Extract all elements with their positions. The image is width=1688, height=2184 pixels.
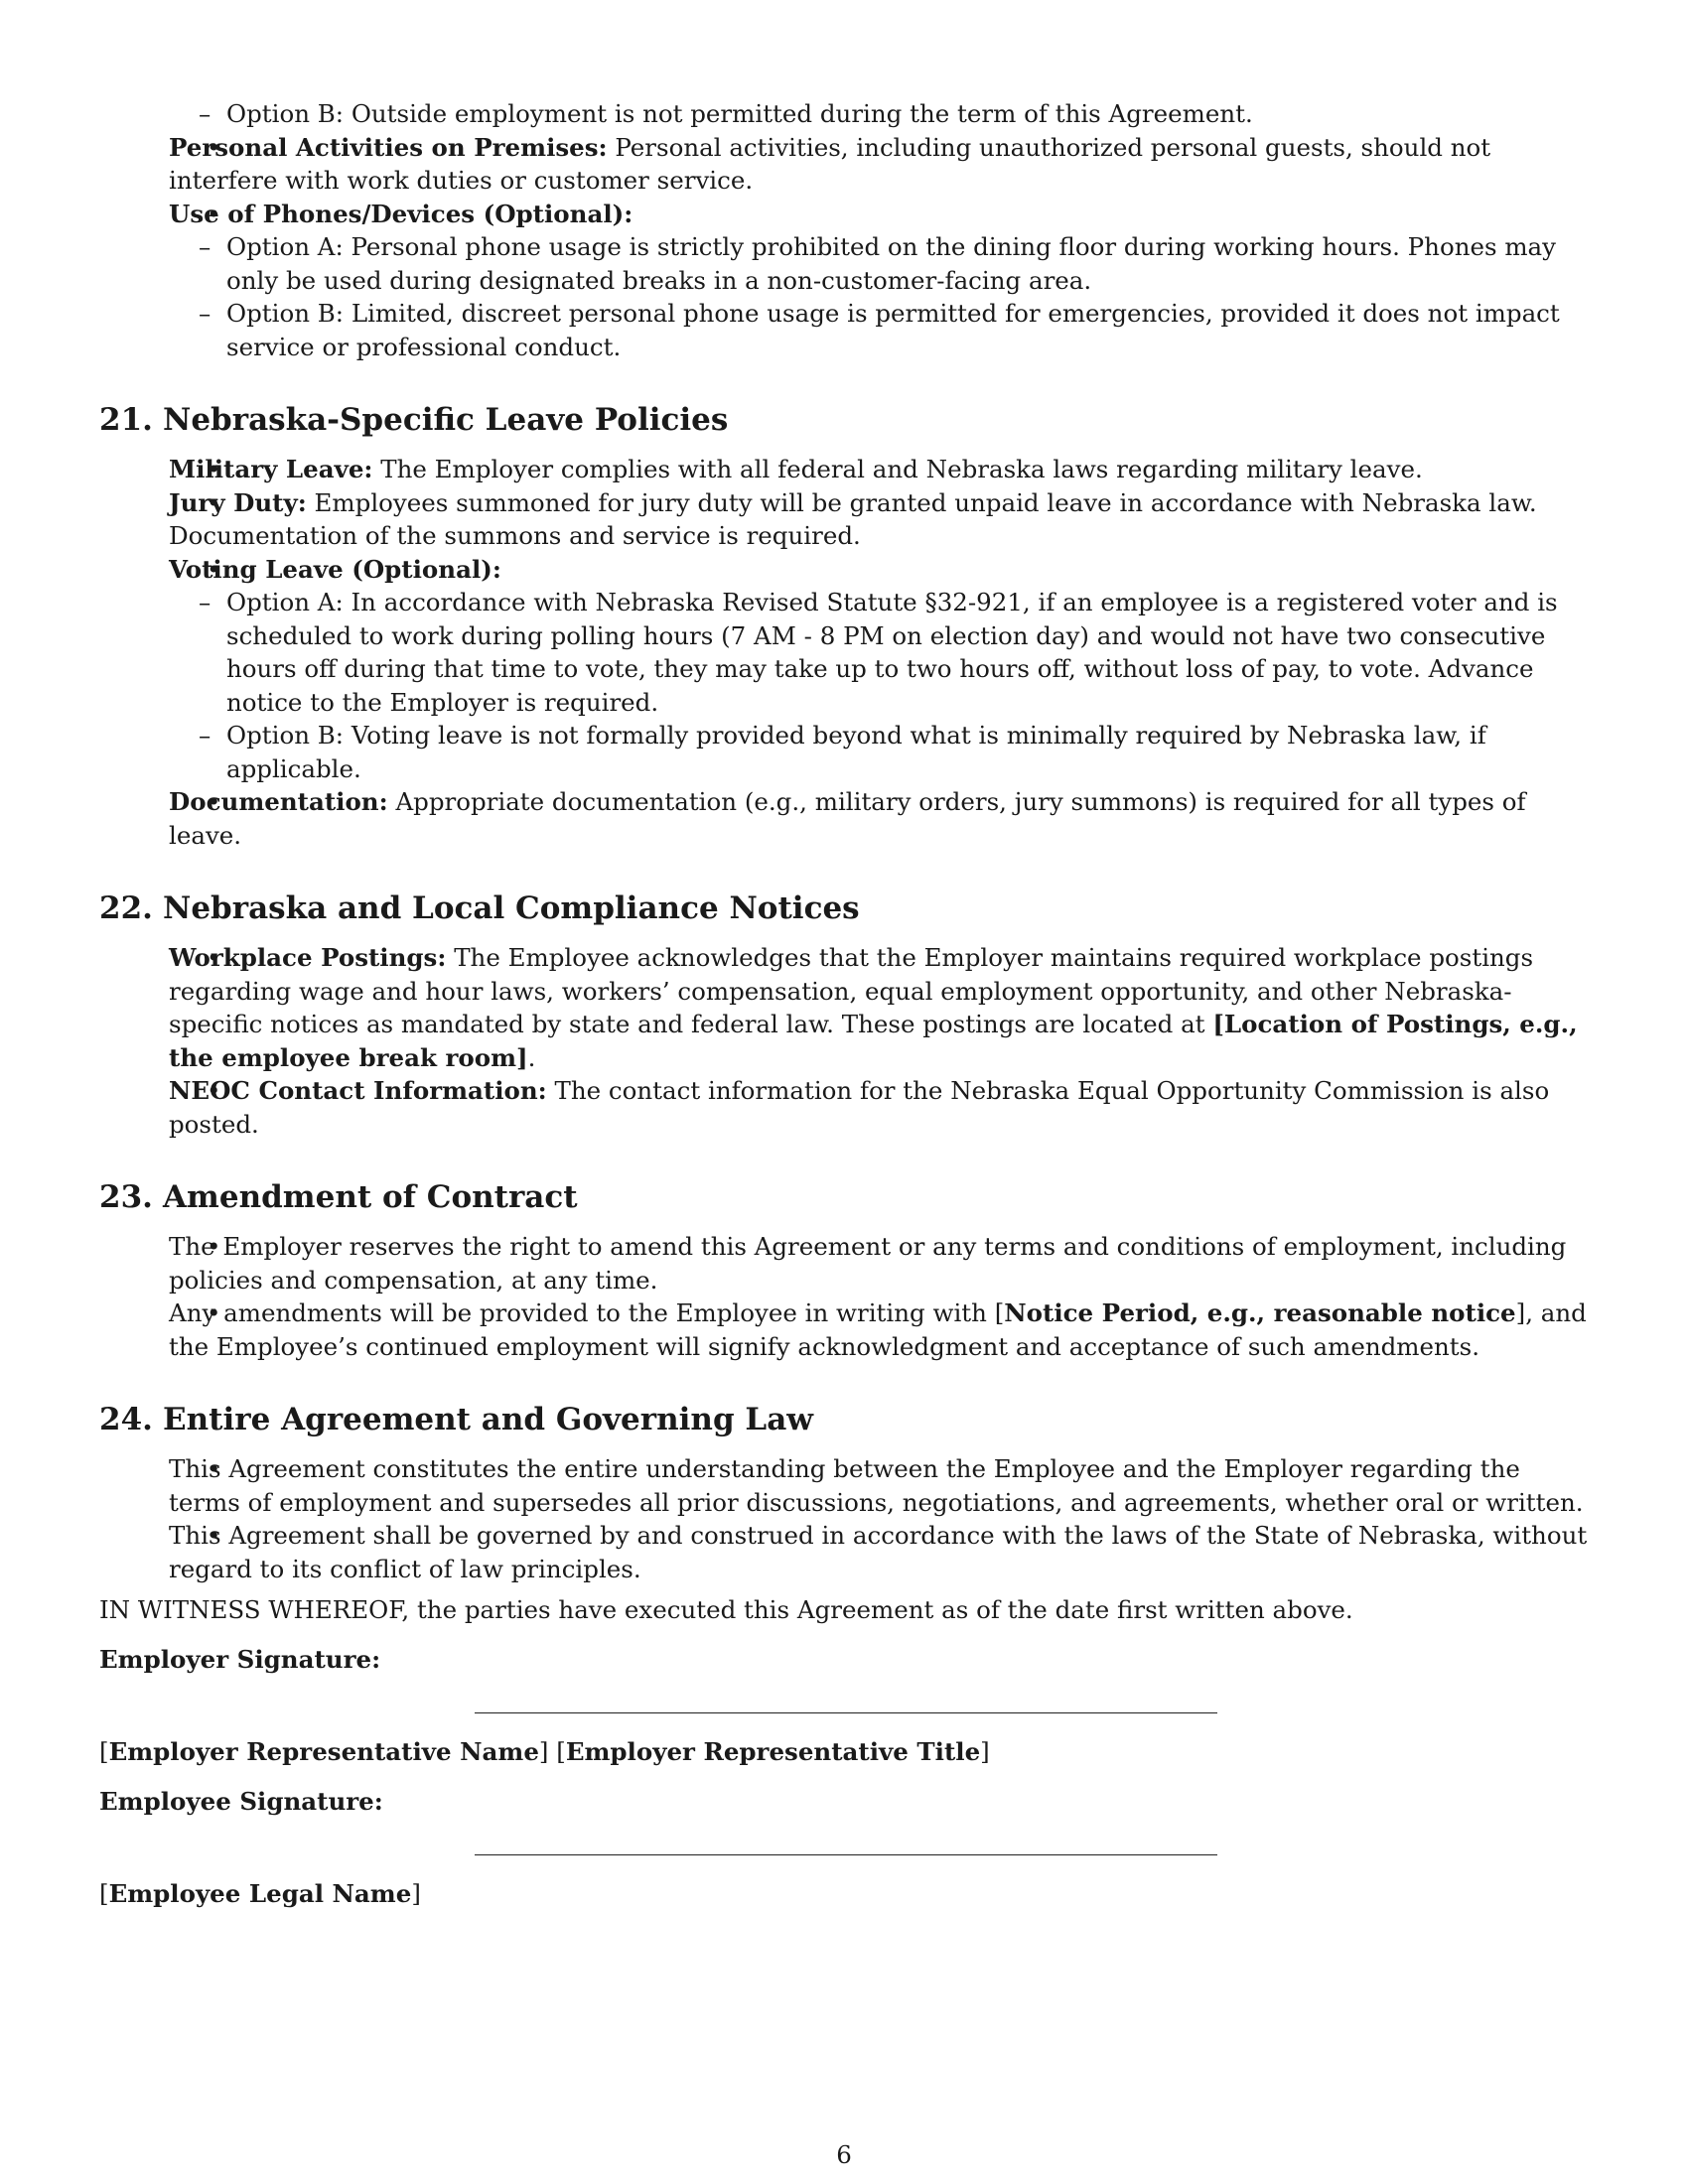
list-item: • NEOC Contact Information: The contact information for the Nebraska Equal Opportunity Commission is also posted.: [169, 1074, 1589, 1141]
section-heading: 24. Entire Agreement and Governing Law: [99, 1402, 813, 1437]
list-item: • The Employer reserves the right to amend this Agreement or any terms and conditions of employment, including policies and compensation, at any time.: [169, 1230, 1589, 1297]
list-item: – Option A: In accordance with Nebraska Revised Statute §32-921, if an employee is a registered voter and is scheduled to work during polling hours (7 AM - 8 PM on election day) and would not have two consecutive hours off during that time to vote, they may take up to two hours off, without loss of pay, to vote. Advance notice to the Employer is required.: [226, 586, 1589, 719]
list-item: • Personal Activities on Premises: Personal activities, including unauthorized personal guests, should not interfere with work duties or customer service.: [169, 131, 1589, 198]
list-item: – Option B: Outside employment is not permitted during the term of this Agreement.: [226, 97, 1589, 131]
section-list: [99, 941, 1589, 1141]
section-list: [99, 1452, 1589, 1585]
placeholder-field: [Location of Postings, e.g., the employee break room]: [169, 1010, 1578, 1072]
list-item: • Voting Leave (Optional): – Option A: In accordance with Nebraska Revised Statute §32-921, if an employee is a registered voter and is scheduled to work during polling hours (7 AM - 8 PM on election day) and would not have two consecutive hours off during that time to vote, they may take up to two hours off, without loss of pay, to vote. Advance notice to the Employer is required. – Option B: Voting leave is not formally provided beyond what is minimally required by Nebraska law, if applicable.: [169, 553, 1589, 786]
list-item: • Any amendments will be provided to the Employee in writing with [Notice Period, e.g., reasonable notice], and the Employee’s continued employment will signify acknowledgment and acceptance of such amendments.: [169, 1297, 1589, 1363]
page-number: 6: [836, 2140, 852, 2169]
list-item: – Option A: Personal phone usage is strictly prohibited on the dining floor during working hours. Phones may only be used during designated breaks in a non-customer-facing area.: [226, 230, 1589, 297]
carryover-list: [99, 131, 1589, 364]
list-item: • Jury Duty: Employees summoned for jury duty will be granted unpaid leave in accordance with Nebraska law. Documentation of the summons and service is required.: [169, 486, 1589, 553]
list-item: – Option B: Limited, discreet personal phone usage is permitted for emergencies, provided it does not impact service or professional conduct.: [226, 297, 1589, 363]
employee-signature-label: Employee Signature:: [99, 1786, 383, 1816]
witness-clause: IN WITNESS WHEREOF, the parties have executed this Agreement as of the date first written above.: [99, 1595, 1353, 1624]
list-item: [169, 198, 1589, 364]
list-item: • Workplace Postings: The Employee acknowledges that the Employer maintains required workplace postings regarding wage and hour laws, workers’ compensation, equal employment opportunity, and other Nebraska-specific notices as mandated by state and federal law. These postings are located at [Location of Postings, e.g., the employee break room].: [169, 941, 1589, 1074]
sub-options: [169, 230, 1589, 363]
list-item: • This Agreement constitutes the entire understanding between the Employee and the Employer regarding the terms of employment and supersedes all prior discussions, negotiations, and agreements, whether oral or written.: [169, 1452, 1589, 1519]
section-heading: 22. Nebraska and Local Compliance Notices: [99, 890, 860, 926]
section-list: [99, 453, 1589, 852]
employer-signature-line[interactable]: [475, 1712, 1217, 1713]
list-item: • Military Leave: The Employer complies with all federal and Nebraska laws regarding military leave.: [169, 453, 1589, 486]
placeholder-field: Notice Period, e.g., reasonable notice: [1004, 1298, 1516, 1327]
section-heading: 21. Nebraska-Specific Leave Policies: [99, 402, 729, 438]
list-item: • Documentation: Appropriate documentation (e.g., military orders, jury summons) is required for all types of leave.: [169, 785, 1589, 852]
employer-representative: [Employer Representative Name] [Employer Representative Title]: [99, 1737, 990, 1766]
employee-legal-name: [Employee Legal Name]: [99, 1879, 421, 1908]
item-label: Use of Phones/Devices (Optional):: [169, 199, 633, 228]
list-item: • This Agreement shall be governed by and construed in accordance with the laws of the State of Nebraska, without regard to its conflict of law principles.: [169, 1519, 1589, 1585]
list-item: – Option B: Voting leave is not formally provided beyond what is minimally required by Nebraska law, if applicable.: [226, 719, 1589, 785]
document-page: [99, 97, 1589, 1911]
employer-signature-label: Employer Signature:: [99, 1644, 381, 1674]
item-label: Personal Activities on Premises:: [169, 132, 608, 162]
section-list: [99, 1230, 1589, 1363]
carryover-options: [99, 97, 1589, 131]
employee-signature-line[interactable]: [475, 1854, 1217, 1855]
sub-options: [169, 586, 1589, 785]
section-heading: 23. Amendment of Contract: [99, 1179, 578, 1215]
